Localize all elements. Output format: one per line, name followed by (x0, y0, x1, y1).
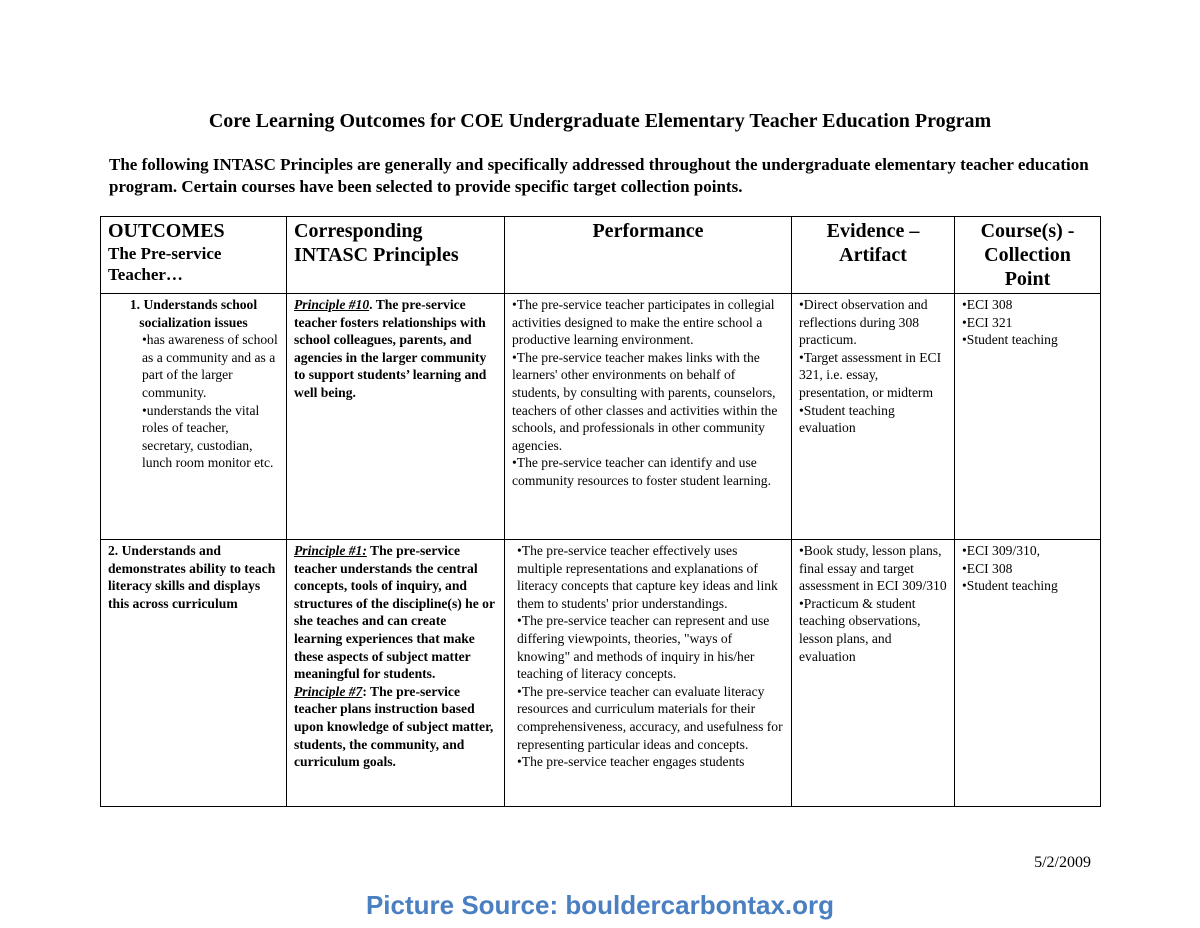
principle-text: The pre-service teacher plans instruction based upon knowledge of subject matter, students, the community, and curriculum goals. (294, 683, 494, 770)
evidence-item: • Book study, lesson plans, final essay and target assessment in ECI 309/310 (799, 542, 947, 595)
evidence-item: • Practicum & student teaching observations, lesson plans, and evaluation (799, 595, 947, 665)
header-outcomes (101, 217, 287, 294)
outcome-item: • has awareness of school as a community and as a part of the larger community. (142, 331, 279, 401)
table-row (101, 294, 1101, 540)
courses-cell (955, 540, 1101, 807)
header-performance-label: Performance (592, 220, 704, 242)
performance-cell (505, 294, 792, 540)
course-item: • Student teaching (962, 577, 1093, 595)
course-item: • ECI 321 (962, 314, 1093, 332)
outcome-title: 1. Understands school socialization issues (129, 297, 258, 330)
principle-separator: : (362, 683, 367, 699)
course-item: • ECI 309/310, (962, 542, 1093, 560)
performance-item: • The pre-service teacher makes links with the learners' other environments on behalf of students, by consulting with parents, counselors, teachers of other classes and activities within the schools, and professionals in other community agencies. (512, 349, 784, 455)
header-outcomes-sub: The Pre-service Teacher… (108, 244, 222, 284)
header-courses-label: Course(s) - Collection Point (980, 220, 1075, 290)
header-principles (287, 217, 505, 294)
outcome-item: • understands the vital roles of teacher, secretary, custodian, lunch room monitor etc. (142, 402, 279, 472)
performance-item: • The pre-service teacher engages students (517, 753, 784, 771)
principle-label: Principle #7 (294, 683, 363, 699)
principle-text: The pre-service teacher fosters relationships with school colleagues, parents, and agencies in the larger community to support students’ learning and well being. (294, 297, 487, 400)
evidence-item: • Student teaching evaluation (799, 402, 947, 437)
performance-item: • The pre-service teacher can identify and use community resources to foster student learning. (512, 454, 784, 489)
picture-source-watermark: Picture Source: bouldercarbontax.org (365, 890, 835, 920)
outcomes-table (100, 216, 1101, 807)
evidence-cell (792, 540, 955, 807)
document-date: 5/2/2009 (1034, 854, 1091, 871)
outcome-cell (101, 294, 287, 540)
document-title: Core Learning Outcomes for COE Undergraduate Elementary Teacher Education Program (208, 110, 992, 132)
performance-item: • The pre-service teacher can represent and use differing viewpoints, theories, "ways of knowing" and methods of inquiry in his/her teaching of literacy concepts. (517, 612, 784, 682)
principles-cell (287, 540, 505, 807)
principle-label: Principle #10 (294, 297, 370, 312)
table-row (101, 540, 1101, 807)
table-header-row (101, 217, 1101, 294)
principle-text: The pre-service teacher understands the central concepts, tools of inquiry, and structures of the discipline(s) he or she teaches and can create learning experiences that make these aspects of subject matter meaningful for students. (294, 543, 495, 682)
course-item: • ECI 308 (962, 296, 1093, 314)
outcome-title: 2. Understands and demonstrates ability to teach literacy skills and displays this across curriculum (108, 543, 276, 611)
evidence-item: • Direct observation and reflections during 308 practicum. (799, 296, 947, 349)
evidence-cell (792, 294, 955, 540)
courses-cell (955, 294, 1101, 540)
header-evidence-label: Evidence – Artifact (826, 220, 920, 266)
principle-label: Principle #1: (294, 543, 367, 558)
course-item: • Student teaching (962, 331, 1093, 349)
principle-separator: . (369, 297, 373, 312)
header-performance (505, 217, 792, 294)
header-outcomes-label: OUTCOMES (108, 220, 225, 242)
outcome-items (108, 331, 279, 472)
intro-paragraph: The following INTASC Principles are generally and specifically addressed throughout the undergraduate elementary teacher education program. Certain courses have been selected to provide specific target collection points. (109, 155, 1089, 196)
performance-item: • The pre-service teacher effectively uses multiple representations and explanations of literacy concepts that capture key ideas and link them to students' prior understandings. (517, 542, 784, 612)
performance-cell (505, 540, 792, 807)
evidence-item: • Target assessment in ECI 321, i.e. essay, presentation, or midterm (799, 349, 947, 402)
course-item: • ECI 308 (962, 560, 1093, 578)
header-principles-label: Corresponding INTASC Principles (294, 220, 459, 266)
performance-item: • The pre-service teacher participates in collegial activities designed to make the entire school a productive learning environment. (512, 296, 784, 349)
outcome-cell (101, 540, 287, 807)
principles-cell (287, 294, 505, 540)
header-evidence (792, 217, 955, 294)
performance-cell-clip (517, 542, 784, 804)
header-courses (955, 217, 1101, 294)
performance-item: • The pre-service teacher can evaluate literacy resources and curriculum materials for their comprehensiveness, accuracy, and usefulness for representing particular ideas and concepts. (517, 683, 784, 753)
